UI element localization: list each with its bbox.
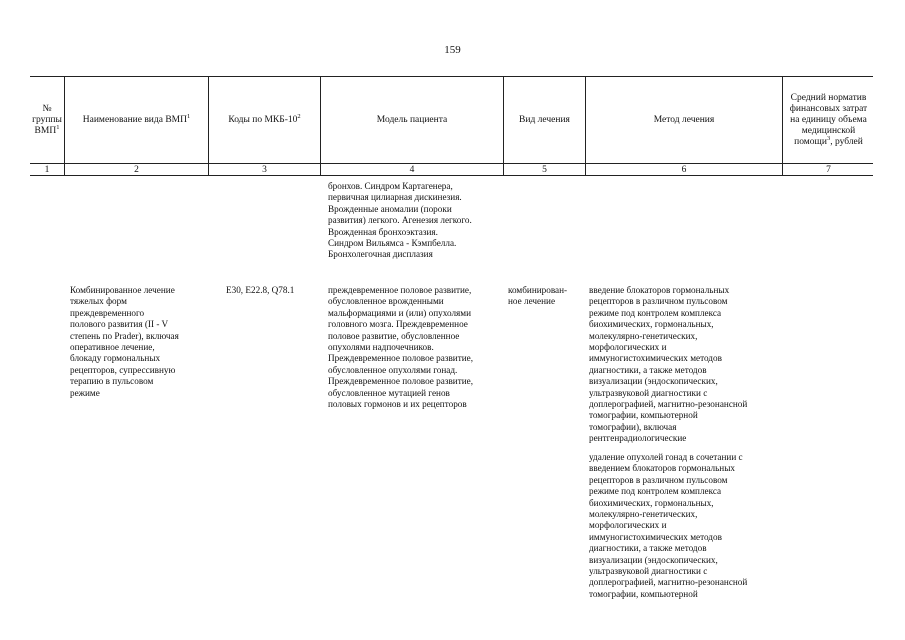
column-number: 7 — [826, 165, 831, 175]
row-vmp-name: Комбинированное лечение тяжелых форм преждевременного полового развития (II - V степень по Prader), включая оперативное лечение, блокаду гормональных рецепторов, супрессивную терапию в пульсовом режиме — [70, 285, 179, 398]
header-treatment-type: Вид лечения — [519, 114, 570, 125]
header-group-number: № группы ВМП$^1$ — [32, 103, 62, 136]
page-number: 159 — [444, 44, 461, 56]
column-number: 6 — [681, 165, 687, 175]
column-number: 1 — [44, 165, 50, 175]
row-treatment-method-1: введение блокаторов гормональных рецепторов в различном пульсовом режиме под контролем комплекса биохимических, гормональных, молекулярно-генетических, морфологических и иммуногистохимических методов диагностики, а также методов визуализации (эндоскопических, ультразвуковой диагностики с доплерографией, магнитно-резонансной томографии, компьютерной томографии), включая рентгенрадиологические — [589, 285, 748, 444]
column-number: 2 — [134, 165, 139, 175]
continuation-patient-model: бронхов. Синдром Картагенера, первичная цилиарная дискинезия. Врожденные аномалии (пороки развития) легкого. Агенезия легкого. Врожденная бронхоэктазия. Синдром Вильямса - Кэмпбелла. Бронхолегочная дисплазия — [328, 181, 472, 260]
row-icd-codes: E30, E22.8, Q78.1 — [226, 285, 295, 295]
header-bottom-border — [30, 163, 873, 164]
row-treatment-method-2: удаление опухолей гонад в сочетании с введением блокаторов гормональных рецепторов в различном пульсовом режиме под контролем комплекса биохимических, гормональных, молекулярно-генетических, морфологических и иммуногистохимических методов диагностики, а также методов визуализации (эндоскопических, ультразвуковой диагностики с доплерографией, магнитно-резонансной томографии, компьютерной — [589, 452, 748, 599]
column-number: 3 — [262, 165, 267, 175]
header-cost-standard: Средний норматив финансовых затрат на единицу объема медицинской помощи$^3$, рублей — [789, 92, 868, 147]
row-patient-model: преждевременное половое развитие, обусловленное врожденными мальформациями и (или) опухолями головного мозга. Преждевременное половое развитие, обусловленное опухолями надпочечников. Преждевременное половое развитие, обусловленное опухолями гонад. Преждевременное половое развитие, обусловленное мутацией генов половых гормонов и их рецепторов — [328, 285, 474, 410]
header-vmp-name: Наименование вида ВМП$^1$ — [82, 112, 191, 125]
column-number: 4 — [409, 165, 415, 175]
column-number: 5 — [542, 165, 547, 175]
column-divider — [782, 76, 783, 175]
header-treatment-method: Метод лечения — [653, 114, 715, 125]
header-patient-model: Модель пациента — [376, 114, 448, 125]
row-treatment-type: комбинирован- ное лечение — [508, 285, 568, 307]
header-icd-codes: Коды по МКБ-$10^2$ — [228, 112, 301, 125]
